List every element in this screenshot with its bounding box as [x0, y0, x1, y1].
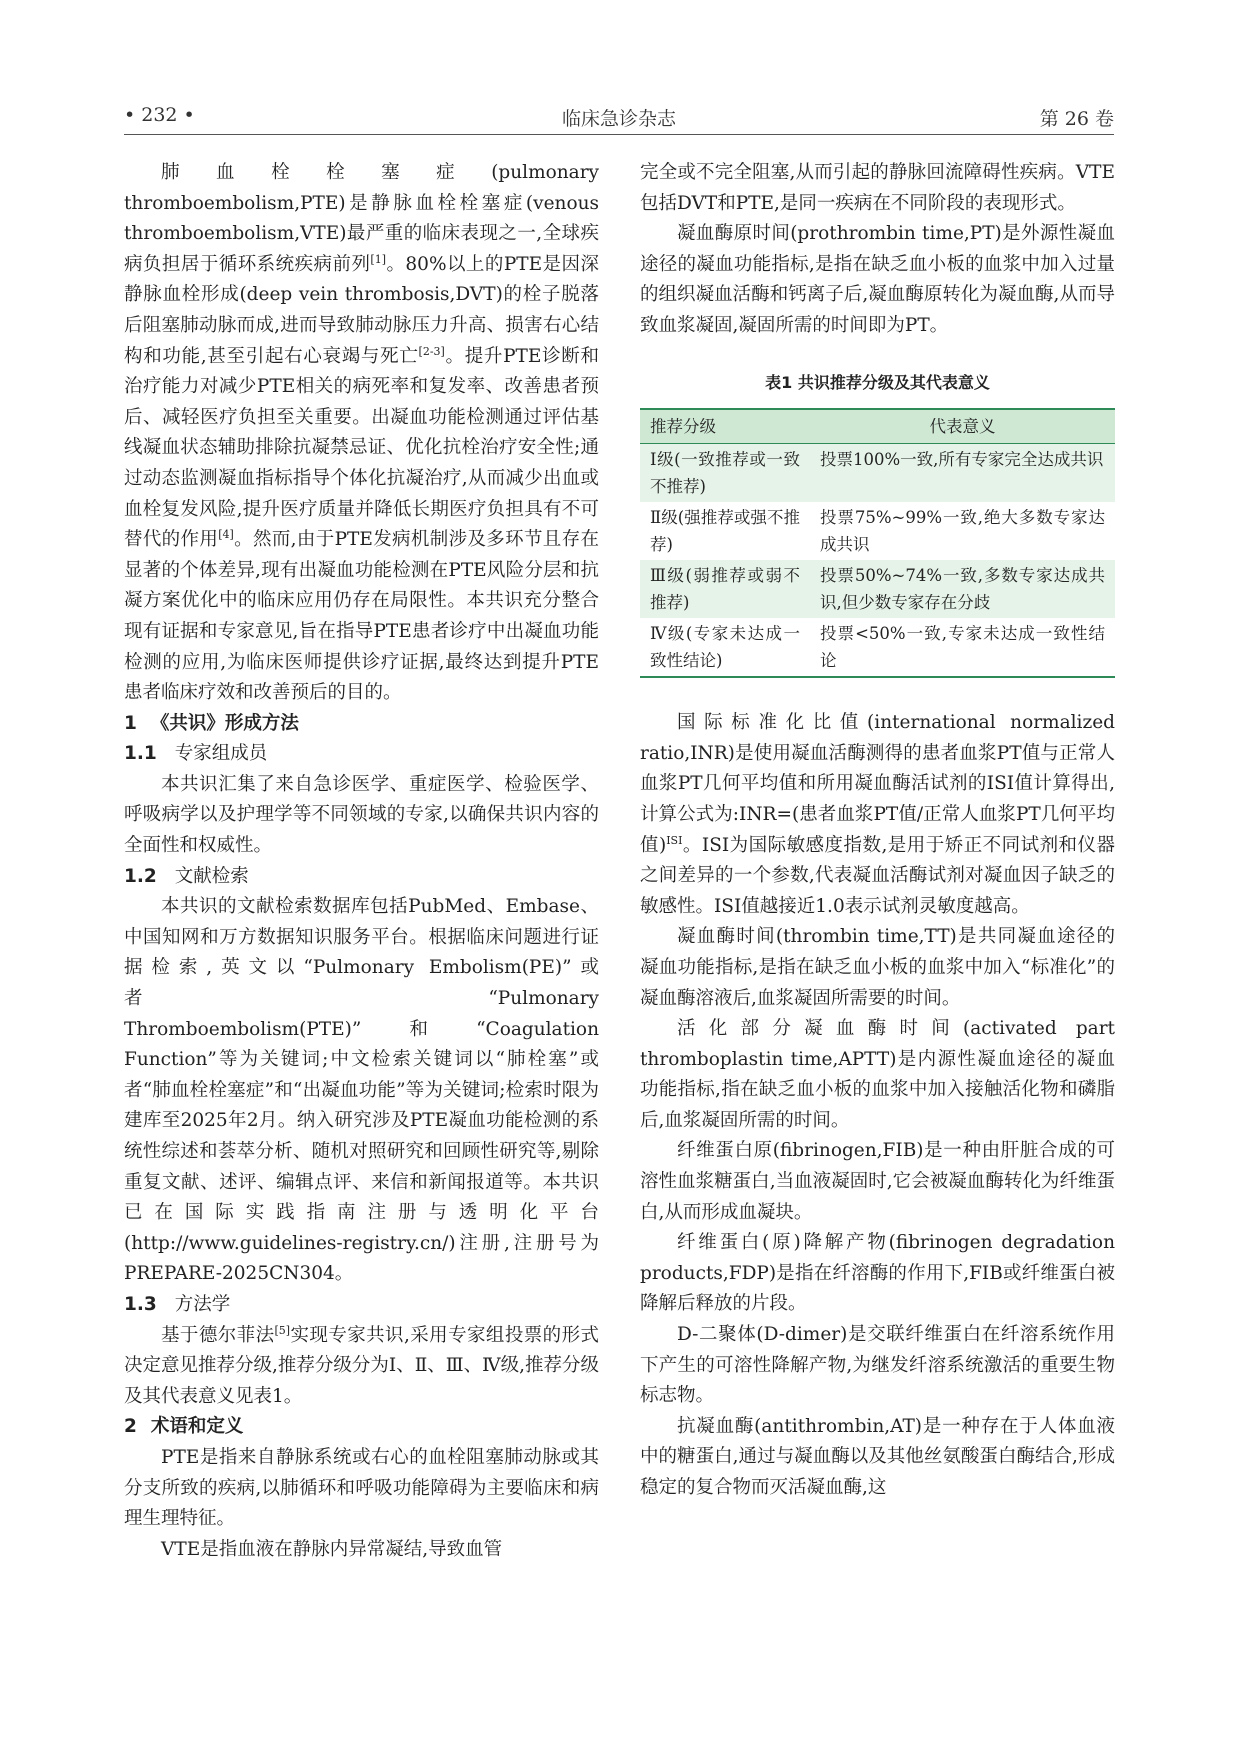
right-column — [640, 158, 1115, 1504]
body-paragraph: 凝血酶原时间(prothrombin time,PT)是外源性凝血途径的凝血功能指标,是指在缺乏血小板的血浆中加入过量的组织凝血活酶和钙离子后,凝血酶原转化为凝血酶,从而导致血浆凝固,凝固所需的时间即为PT。 — [640, 223, 1115, 336]
left-column — [124, 158, 599, 1565]
subsection-heading: 1.2 文献检索 — [124, 865, 249, 887]
volume-label: 第 26 卷 — [1039, 108, 1114, 130]
body-paragraph: 抗凝血酶(antithrombin,AT)是一种存在于人体血液中的糖蛋白,通过与凝血酶以及其他丝氨酸蛋白酶结合,形成稳定的复合物而灭活凝血酶,这 — [640, 1415, 1115, 1498]
table-cell: 投票<50%一致,专家未达成一致性结论 — [810, 618, 1115, 677]
table-cell: Ⅳ级(专家未达成一致性结论) — [640, 618, 810, 677]
table-header: 推荐分级 — [640, 409, 810, 444]
table-cell: 投票100%一致,所有专家完全达成共识 — [810, 444, 1115, 503]
body-paragraph: 纤维蛋白原(fibrinogen,FIB)是一种由肝脏合成的可溶性血浆糖蛋白,当血液凝固时,它会被凝血酶转化为纤维蛋白,从而形成血凝块。 — [640, 1140, 1115, 1223]
body-paragraph: 纤维蛋白(原)降解产物(fibrinogen degradation products,FDP)是指在纤溶酶的作用下,FIB或纤维蛋白被降解后释放的片段。 — [640, 1232, 1115, 1315]
table-row — [640, 444, 1115, 503]
citation-ref[interactable]: [2-3] — [418, 344, 445, 358]
section-heading: 2 术语和定义 — [124, 1416, 244, 1438]
subsection-heading: 1.1 专家组成员 — [124, 743, 268, 765]
body-paragraph: 本共识汇集了来自急诊医学、重症医学、检验医学、呼吸病学以及护理学等不同领域的专家,以确保共识内容的全面性和权威性。 — [124, 773, 599, 857]
section-heading: 1 《共识》形成方法 — [124, 712, 299, 734]
body-paragraph: VTE是指血液在静脉内异常凝结,导致血管 — [161, 1538, 503, 1560]
running-header — [124, 100, 1114, 134]
recommendation-table — [640, 408, 1115, 678]
body-paragraph: 本共识的文献检索数据库包括PubMed、Embase、中国知网和万方数据知识服务平台。根据临床问题进行证据检索,英文以“Pulmonary Embolism(PE)”或者“Pulmonary Thromboembolism(PTE)”和“Coagulation Function”等为关键词;中文检索关键词以“肺栓塞”或者“肺血栓栓塞症”和“出凝血功能”等为关键词;检索时限为建库至2025年2月。纳入研究涉及PTE凝血功能检测的系统性综述和荟萃分析、随机对照研究和回顾性研究等,剔除重复文献、述评、编辑点评、来信和新闻报道等。本共识已在国际实践指南注册与透明化平台(http://www.guidelines-registry.cn/)注册,注册号为PREPARE-2025CN304。 — [124, 896, 599, 1285]
intro-paragraph: 肺血栓栓塞症(pulmonary thromboembolism,PTE)是静脉血栓栓塞症(venous thromboembolism,VTE)最严重的临床表现之一,全球疾病负担居于循环系统疾病前列[1]。80%以上的PTE是因深静脉血栓形成(deep vein thrombosis,DVT)的栓子脱落后阻塞肺动脉而成,进而导致肺动脉压力升高、损害右心结构和功能,甚至引起右心衰竭与死亡[2-3]。提升PTE诊断和治疗能力对减少PTE相关的病死率和复发率、改善患者预后、减轻医疗负担至关重要。出凝血功能检测通过评估基线凝血状态辅助排除抗凝禁忌证、优化抗栓治疗安全性;通过动态监测凝血指标指导个体化抗凝治疗,从而减少出血或血栓复发风险,提升医疗质量并降低长期医疗负担具有不可替代的作用[4]。然而,由于PTE发病机制涉及多环节且存在显著的个体差异,现有出凝血功能检测在PTE风险分层和抗凝方案优化中的临床应用仍存在局限性。本共识充分整合现有证据和专家意见,旨在指导PTE患者诊疗中出凝血功能检测的应用,为临床医师提供诊疗证据,最终达到提升PTE患者临床疗效和改善预后的目的。 — [124, 162, 599, 704]
body-paragraph: PTE是指来自静脉系统或右心的血栓阻塞肺动脉或其分支所致的疾病,以肺循环和呼吸功能障碍为主要临床和病理生理特征。 — [124, 1446, 599, 1530]
body-paragraph: 基于德尔菲法[5]实现专家共识,采用专家组投票的形式决定意见推荐分级,推荐分级分为Ⅰ、Ⅱ、Ⅲ、Ⅳ级,推荐分级及其代表意义见表1。 — [124, 1323, 599, 1407]
table-cell: 投票50%~74%一致,多数专家达成共识,但少数专家存在分歧 — [810, 560, 1115, 618]
table-cell: 投票75%~99%一致,绝大多数专家达成共识 — [810, 502, 1115, 560]
table-row — [640, 560, 1115, 618]
citation-ref[interactable]: [4] — [218, 527, 234, 541]
table-row — [640, 618, 1115, 677]
table-row — [640, 502, 1115, 560]
body-paragraph: D-二聚体(D-dimer)是交联纤维蛋白在纤溶系统作用下产生的可溶性降解产物,为继发纤溶系统激活的重要生物标志物。 — [640, 1324, 1115, 1407]
table-cell: Ⅱ级(强推荐或强不推荐) — [640, 502, 810, 560]
body-paragraph: 国际标准化比值(international normalized ratio,INR)是使用凝血活酶测得的患者血浆PT值与正常人血浆PT几何平均值和所用凝血酶活试剂的ISI值计算得出,计算公式为:INR=(患者血浆PT值/正常人血浆PT几何平均值)$^{ISI}$。ISI为国际敏感度指数,是用于矫正不同试剂和仪器之间差异的一个参数,代表凝血活酶试剂对凝血因子缺乏的敏感性。ISI值越接近1.0表示试剂灵敏度越高。 — [640, 712, 1116, 917]
body-paragraph: 凝血酶时间(thrombin time,TT)是共同凝血途径的凝血功能指标,是指在缺乏血小板的血浆中加入“标准化”的凝血酶溶液后,血浆凝固所需要的时间。 — [640, 926, 1115, 1009]
body-paragraph: 完全或不完全阻塞,从而引起的静脉回流障碍性疾病。VTE包括DVT和PTE,是同一疾病在不同阶段的表现形式。 — [640, 162, 1115, 214]
table-cell: Ⅲ级(弱推荐或弱不推荐) — [640, 560, 810, 618]
subsection-heading: 1.3 方法学 — [124, 1293, 231, 1315]
journal-title: 临床急诊杂志 — [561, 108, 676, 130]
table-cell: Ⅰ级(一致推荐或一致不推荐) — [640, 444, 810, 503]
citation-ref[interactable]: [1] — [370, 252, 386, 266]
citation-ref[interactable]: [5] — [274, 1323, 291, 1337]
table-caption: 表1 共识推荐分级及其代表意义 — [765, 372, 990, 392]
header-rule — [124, 134, 1114, 135]
body-paragraph: 活化部分凝血酶时间(activated part thromboplastin time,APTT)是内源性凝血途径的凝血功能指标,指在缺乏血小板的血浆中加入接触活化物和磷脂后,血浆凝固所需的时间。 — [640, 1018, 1115, 1131]
page-number: • 232 • — [124, 104, 195, 126]
table-header: 代表意义 — [810, 409, 1115, 444]
